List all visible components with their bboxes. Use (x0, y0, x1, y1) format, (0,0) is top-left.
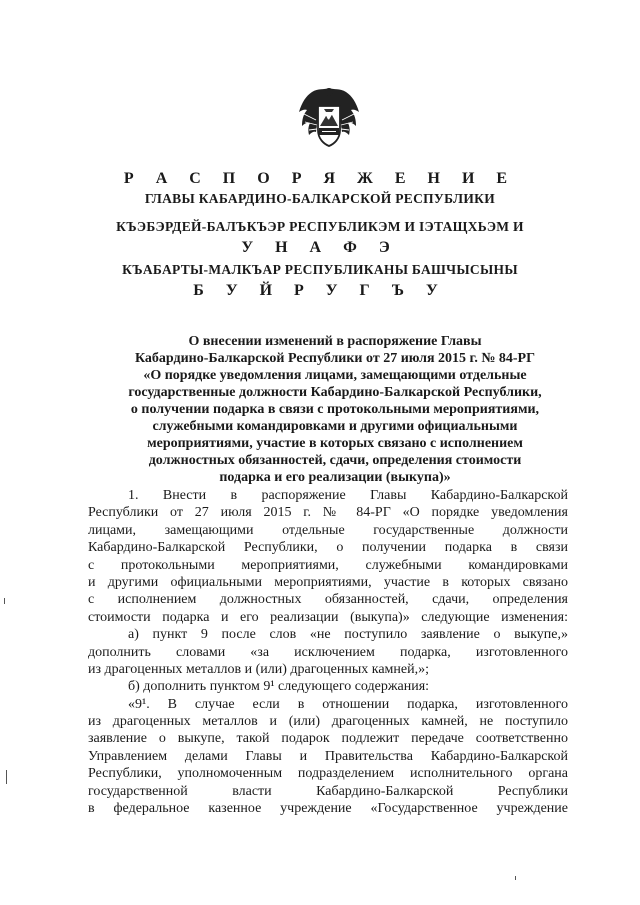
scan-margin-mark (6, 770, 7, 784)
title-line: «О порядке уведомления лицами, замещающими отдельные (143, 368, 527, 383)
document-body (88, 487, 568, 817)
body-line: «9¹. В случае если в отношении подарка, изготовленного (128, 696, 568, 712)
title-line: подарка и его реализации (выкупа)» (219, 470, 451, 485)
body-line: Кабардино-Балкарской Республики, о получении подарка в связи (88, 540, 568, 556)
document-type-heading-krc: Б У Й Р У Г Ъ У (193, 282, 447, 299)
body-line: с протокольными мероприятиями, служебными командировками (88, 557, 568, 573)
title-line: мероприятиями, участие в которых связано с исполнением (147, 436, 523, 451)
body-line: Республики от 27 июля 2015 г. № 84-РГ «О порядке уведомления (88, 505, 568, 521)
document-type-heading: Р А С П О Р Я Ж Е Н И Е (123, 170, 517, 187)
body-line: 1. Внести в распоряжение Главы Кабардино-Балкарской (128, 488, 568, 503)
title-line: государственные должности Кабардино-Балкарской Республики, (128, 385, 542, 400)
body-line: дополнить словами «за исключением подарка, изготовленного (88, 644, 568, 660)
body-line: государственной власти Кабардино-Балкарской Республики (88, 783, 568, 799)
issuer-heading-ru: ГЛАВЫ КАБАРДИНО-БАЛКАРСКОЙ РЕСПУБЛИКИ (144, 191, 496, 206)
scan-margin-mark (4, 598, 5, 604)
body-line: в федеральное казенное учреждение «Государственное учреждение (88, 801, 568, 817)
body-line: из драгоценных металлов и (или) драгоценных камней,»; (88, 661, 429, 677)
title-line: Кабардино-Балкарской Республики от 27 июля 2015 г. № 84-РГ (134, 351, 536, 366)
title-line: должностных обязанностей, сдачи, определения стоимости (148, 453, 522, 468)
body-line: Республики, уполномоченным подразделением исполнительного органа (88, 766, 568, 782)
issuer-heading-kbd: КЪЭБЭРДЕЙ-БАЛЪКЪЭР РЕСПУБЛИКЭМ И ІЭТАЩХЬЭМ И (116, 219, 524, 234)
body-line: из драгоценных металлов и (или) драгоценных камней, не поступило (88, 714, 568, 730)
body-line: лицами, замещающими отдельные государственные должности (88, 522, 568, 538)
body-line: а) пункт 9 после слов «не поступило заявление о выкупе,» (128, 627, 568, 643)
issuer-heading-krc: КЪАБАРТЫ-МАЛКЪАР РЕСПУБЛИКАНЫ БАШЧЫСЫНЫ (122, 262, 518, 277)
document-type-heading-kbd: У Н А Ф Э (241, 239, 399, 256)
body-line: и другими официальными мероприятиями, участие в которых связано (88, 574, 568, 590)
body-line: с исполнением должностных обязанностей, сдачи, определения (88, 592, 568, 608)
coat-of-arms-emblem (296, 82, 362, 154)
title-line: о получении подарка в связи с протокольными мероприятиями, (130, 402, 540, 417)
document-title (100, 333, 570, 486)
body-line: заявление о выкупе, такой подарок подлежит передаче соответственно (88, 731, 568, 747)
scan-margin-mark (515, 876, 516, 880)
body-line: б) дополнить пунктом 9¹ следующего содержания: (128, 679, 430, 695)
body-line: Управлением делами Главы и Правительства Кабардино-Балкарской (88, 748, 568, 764)
body-line: стоимости подарка и его реализации (выкупа)» следующие изменения: (88, 609, 568, 625)
title-line: О внесении изменений в распоряжение Главы (188, 334, 482, 349)
title-line: служебными командировками и другими официальными (152, 419, 518, 434)
